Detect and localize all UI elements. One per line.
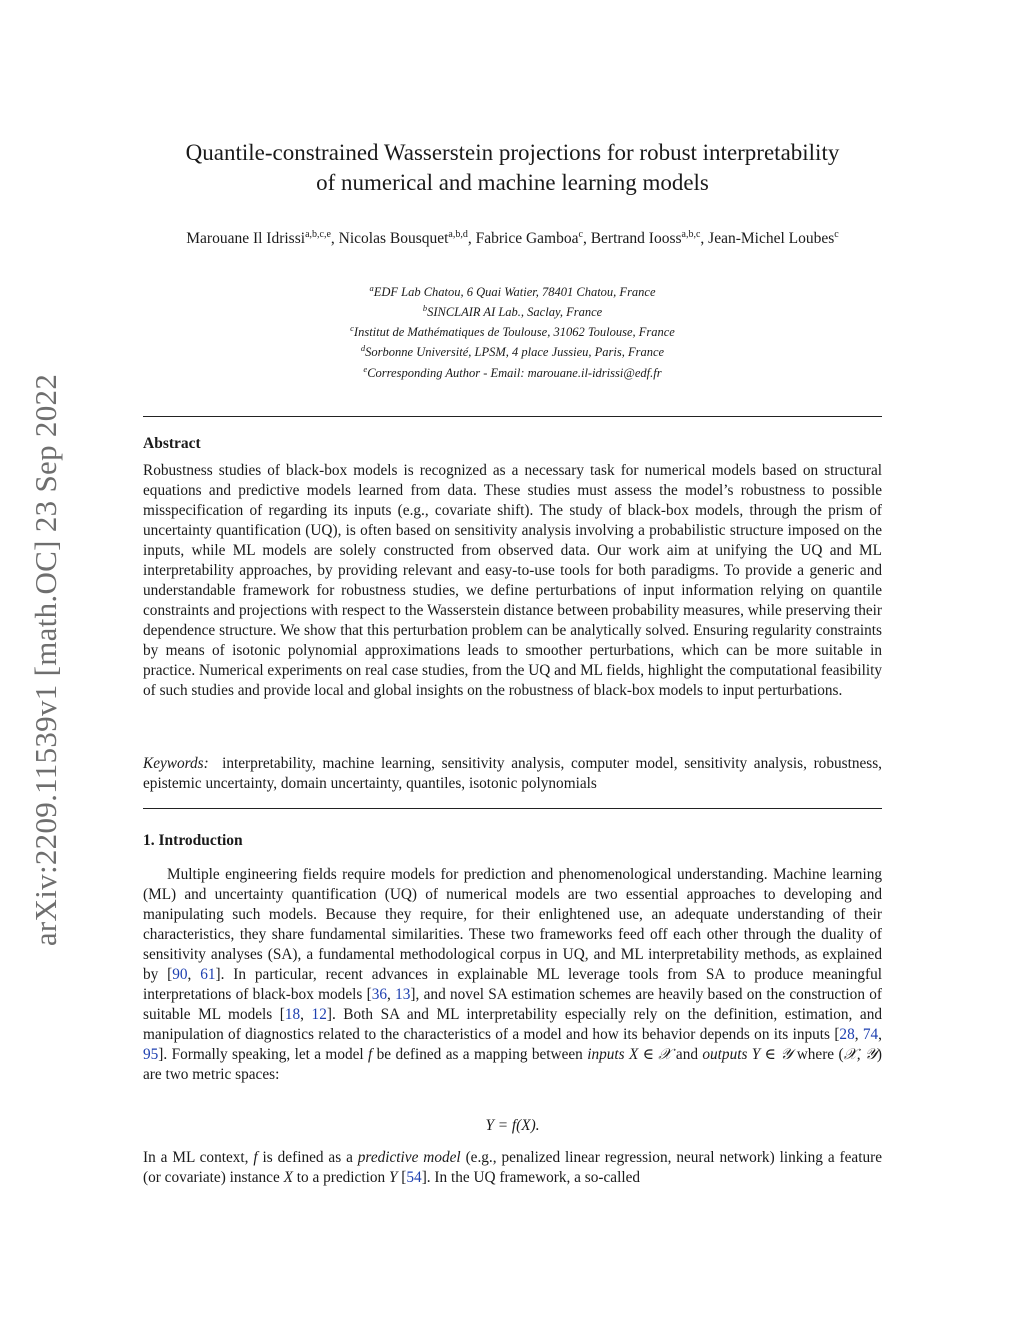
citation-link[interactable]: 95 [143, 1046, 159, 1063]
math-symbol: X [283, 1169, 293, 1186]
section-heading-introduction: 1. Introduction [143, 832, 243, 849]
citation-link[interactable]: 28 [839, 1026, 855, 1043]
citation-link[interactable]: 13 [395, 986, 411, 1003]
author-affiliation-marker: c [834, 229, 839, 240]
affiliation [143, 300, 882, 320]
paper-title [143, 138, 882, 198]
title-line-1: Quantile-constrained Wasserstein projections for robust interpretability [185, 140, 840, 165]
abstract-text: Robustness studies of black-box models is recognized as a necessary task for numerical models based on structural equations and predictive models learned from data. These studies must assess the model’s robustness to possible misspecification of regarding its inputs (e.g., covariate shift). The study of black-box models, through the prism of uncertainty quantification (UQ), is often based on sensitivity analysis involving a probabilistic structure imposed on the inputs, while ML models are solely constructed from observed data. Our work aim at unifying the UQ and ML interpretability approaches, by providing relevant and easy-to-use tools for both paradigms. To provide a generic and understandable framework for robustness studies, we define perturbations of input information relying on quantile constraints and projections with respect to the Wasserstein distance between probability measures, while preserving their dependence structure. We show that this perturbation problem can be analytically solved. Ensuring regularity constraints by means of isotonic polynomial approximations leads to smoother perturbations, which can be more suitable in practice. Numerical experiments on real case studies, from the UQ and ML fields, highlight the computational feasibility of such studies and provide local and global insights on the robustness of black-box models to input perturbations. [143, 462, 882, 699]
affiliation-text: EDF Lab Chatou, 6 Quai Watier, 78401 Chatou, France [373, 285, 656, 300]
emphasis: inputs [587, 1046, 625, 1063]
emphasis: outputs [702, 1046, 748, 1063]
math-symbol: Y ∈ 𝒴 [747, 1046, 793, 1063]
affiliation-marker: d [360, 343, 366, 354]
emphasis: predictive model [357, 1149, 461, 1166]
author-list: Marouane Il Idrissi$^{a,b,c,e}$, Nicolas Bousquet$^{a,b,d}$, Fabrice Gamboa$^c$, Bertrand Iooss$^{a,b,c}$, Jean-Michel Loubes$^c$ [186, 229, 839, 248]
author-name: Nicolas Bousquet [338, 230, 449, 248]
intro-paragraph-2: In a ML context, f is defined as a predictive model (e.g., penalized linear regression, neural network) linking a feature (or covariate) instance X to a prediction Y [54]. In the UQ framework, a so-called [143, 1149, 882, 1186]
keywords [143, 754, 882, 794]
affiliation-marker: e [363, 363, 368, 374]
equation: Y = f(X). [485, 1117, 540, 1134]
keywords-text: interpretability, machine learning, sensitivity analysis, computer model, sensitivity analysis, robustness, epistemic uncertainty, domain uncertainty, quantiles, isotonic polynomials [143, 755, 882, 792]
affiliation-marker: c [350, 323, 354, 334]
citation-link[interactable]: 90 [172, 966, 188, 983]
author-affiliation-marker: a,b,c [681, 229, 701, 240]
citation-link[interactable]: 36 [371, 986, 387, 1003]
citation-link[interactable]: 61 [200, 966, 216, 983]
affiliation [143, 320, 882, 340]
author-name: Marouane Il Idrissi [186, 230, 306, 248]
affiliation [143, 361, 882, 381]
math-symbol: f [368, 1046, 373, 1063]
math-symbol: Y [388, 1169, 398, 1186]
affiliation-marker: b [422, 303, 428, 314]
math-symbol: f [253, 1149, 258, 1166]
author-affiliation-marker: c [578, 229, 583, 240]
affiliation-text: Corresponding Author - Email: marouane.il-idrissi@edf.fr [367, 365, 662, 380]
author-name: Jean-Michel Loubes [708, 230, 835, 248]
citation-link[interactable]: 12 [311, 1006, 327, 1023]
affiliation [143, 340, 882, 360]
author-name: Fabrice Gamboa [475, 230, 579, 248]
citation-link[interactable]: 54 [406, 1169, 422, 1186]
math-symbol: 𝒳, 𝒴 [843, 1046, 877, 1063]
keywords-label: Keywords: [143, 755, 209, 772]
abstract-top-rule [143, 416, 882, 417]
affiliation [143, 280, 882, 300]
citation-link[interactable]: 74 [862, 1026, 879, 1043]
affiliation-marker: a [369, 283, 374, 293]
author-name: Bertrand Iooss [590, 230, 682, 248]
intro-paragraph-1: Multiple engineering fields require models for prediction and phenomenological understanding. Machine learning (ML) and uncertainty quantification (UQ) of numerical models are two essential approaches to developing and manipulating such models. Because they require, for their enlightened use, an adequate understanding of their characteristics, they share fundamental similarities. These two frameworks feed off each other through the duality of sensitivity analyses (SA), a fundamental methodological corpus in UQ, and ML interpretability methods, as explained by [90, 61]. In particular, recent advances in explainable ML leverage tools from SA to produce meaningful interpretations of black-box models [36, 13], and novel SA estimation schemes are heavily based on the construction of suitable ML models [18, 12]. Both SA and ML interpretability especially rely on the definition, estimation, and manipulation of diagnostics related to the characteristics of a model and how its behavior depends on its inputs [28, 74, 95]. Formally speaking, let a model f be defined as a mapping between inputs X ∈ 𝒳 and outputs Y ∈ 𝒴 where (𝒳, 𝒴) are two metric spaces: [143, 866, 883, 1083]
math-symbol: X ∈ 𝒳 [624, 1046, 672, 1063]
author-affiliation-marker: a,b,c,e [305, 229, 331, 240]
affiliation-text: SINCLAIR AI Lab., Saclay, France [427, 305, 603, 320]
title-line-2: of numerical and machine learning models [316, 170, 709, 195]
citation-link[interactable]: 18 [284, 1006, 301, 1023]
affiliation-list [143, 280, 882, 381]
author-affiliation-marker: a,b,d [448, 229, 468, 240]
keywords-bottom-rule [143, 808, 882, 809]
affiliation-text: Institut de Mathématiques de Toulouse, 31062 Toulouse, France [353, 325, 675, 340]
affiliation-text: Sorbonne Université, LPSM, 4 place Jussieu, Paris, France [365, 345, 665, 360]
abstract-heading: Abstract [143, 435, 201, 452]
arxiv-identifier: arXiv:2209.11539v1 [math.OC] 23 Sep 2022 [28, 373, 63, 947]
